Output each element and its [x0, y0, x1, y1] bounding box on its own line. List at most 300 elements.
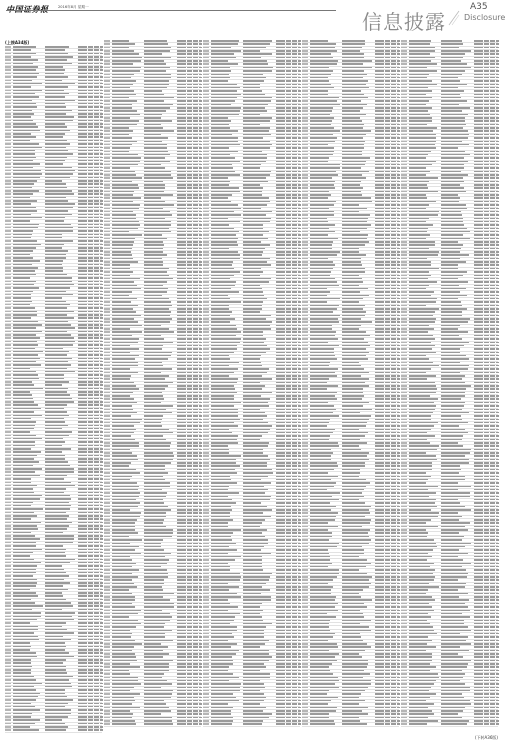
listing-cell	[243, 254, 262, 256]
page-number: A35	[470, 2, 488, 12]
listing-cell	[187, 365, 192, 367]
listing-cell	[112, 409, 133, 411]
listing-cell	[13, 689, 36, 691]
listing-cell	[88, 69, 93, 71]
listing-cell	[292, 127, 297, 129]
listing-cell	[13, 337, 40, 339]
listing-cell	[203, 398, 209, 400]
listing-cell	[243, 469, 272, 471]
listing-cell	[199, 325, 202, 327]
listing-cell	[193, 321, 198, 323]
listing-cell	[276, 104, 285, 106]
listing-cell	[203, 516, 209, 518]
listing-cell	[292, 181, 297, 183]
listing-cell	[13, 458, 34, 460]
listing-cell	[199, 365, 202, 367]
listing-cell	[286, 653, 291, 655]
listing-cell	[144, 429, 169, 431]
listing-cell	[203, 271, 209, 273]
listing-cell	[5, 384, 11, 386]
listing-cell	[104, 556, 110, 558]
listing-cell	[13, 538, 40, 540]
listing-cell	[243, 713, 272, 715]
listing-cell	[177, 221, 186, 223]
listing-cell	[211, 492, 239, 494]
listing-cell	[243, 449, 263, 451]
listing-cell	[193, 375, 198, 377]
listing-cell	[243, 479, 261, 481]
listing-cell	[104, 469, 110, 471]
listing-cell	[211, 318, 235, 320]
listing-cell	[45, 170, 75, 172]
listing-cell	[199, 566, 202, 568]
listing-cell	[78, 421, 87, 423]
listing-cell	[199, 315, 202, 317]
listing-cell	[286, 352, 291, 354]
listing-cell	[193, 107, 198, 109]
listing-cell	[88, 321, 93, 323]
listing-cell	[298, 251, 301, 253]
listing-cell	[177, 57, 186, 59]
listing-cell	[177, 613, 186, 615]
listing-cell	[88, 116, 93, 118]
listing-cell	[193, 559, 198, 561]
listing-cell	[286, 358, 291, 360]
listing-cell	[187, 301, 192, 303]
listing-cell	[211, 546, 229, 548]
listing-cell	[5, 488, 11, 490]
listing-cell	[94, 257, 99, 259]
listing-cell	[88, 582, 93, 584]
listing-cell	[243, 643, 265, 645]
listing-cell	[276, 70, 285, 72]
listing-cell	[292, 405, 297, 407]
listing-cell	[276, 680, 285, 682]
listing-cell	[104, 278, 110, 280]
listing-cell	[45, 337, 74, 339]
listing-cell	[199, 425, 202, 427]
listing-cell	[5, 337, 11, 339]
listing-cell	[243, 174, 270, 176]
listing-cell	[112, 563, 136, 565]
listing-cell	[187, 556, 192, 558]
listing-cell	[104, 673, 110, 675]
listing-cell	[100, 656, 103, 658]
listing-cell	[177, 469, 186, 471]
listing-cell	[211, 395, 234, 397]
listing-cell	[177, 261, 186, 263]
listing-cell	[187, 164, 192, 166]
listing-cell	[78, 257, 87, 259]
listing-cell	[177, 238, 186, 240]
listing-cell	[203, 197, 209, 199]
listing-cell	[187, 569, 192, 571]
listing-cell	[88, 431, 93, 433]
listing-cell	[94, 676, 99, 678]
listing-cell	[292, 409, 297, 411]
listing-cell	[193, 546, 198, 548]
listing-cell	[298, 713, 301, 715]
listing-cell	[310, 63, 337, 65]
listing-cell	[112, 378, 130, 380]
listing-cell	[193, 130, 198, 132]
listing-cell	[144, 100, 164, 102]
listing-cell	[45, 585, 63, 587]
listing-cell	[292, 278, 297, 280]
listing-cell	[112, 553, 141, 555]
listing-cell	[286, 372, 291, 374]
listing-cell	[112, 241, 134, 243]
listing-cell	[112, 717, 132, 719]
listing-cell	[211, 599, 228, 601]
listing-cell	[78, 46, 87, 48]
listing-cell	[292, 114, 297, 116]
listing-cell	[211, 596, 241, 598]
listing-cell	[5, 485, 11, 487]
listing-cell	[13, 465, 33, 467]
listing-cell	[5, 190, 11, 192]
listing-cell	[243, 496, 271, 498]
listing-cell	[187, 419, 192, 421]
listing-cell	[78, 461, 87, 463]
listing-cell	[211, 261, 233, 263]
listing-cell	[177, 556, 186, 558]
listing-cell	[104, 228, 110, 230]
listing-cell	[187, 429, 192, 431]
listing-cell	[100, 532, 103, 534]
listing-cell	[100, 53, 103, 55]
listing-cell	[5, 53, 11, 55]
listing-cell	[45, 532, 63, 534]
listing-cell	[187, 197, 192, 199]
listing-cell	[45, 602, 71, 604]
listing-cell	[144, 643, 161, 645]
listing-cell	[203, 422, 209, 424]
listing-cell	[199, 713, 202, 715]
listing-cell	[203, 372, 209, 374]
listing-cell	[144, 342, 173, 344]
listing-cell	[112, 60, 141, 62]
listing-cell	[187, 489, 192, 491]
listing-cell	[243, 432, 268, 434]
listing-cell	[292, 623, 297, 625]
listing-cell	[78, 582, 87, 584]
listing-cell	[292, 569, 297, 571]
listing-cell	[286, 666, 291, 668]
listing-cell	[144, 553, 171, 555]
listing-cell	[193, 365, 198, 367]
listing-cell	[112, 244, 133, 246]
listing-cell	[78, 337, 87, 339]
listing-cell	[203, 285, 209, 287]
listing-cell	[276, 187, 285, 189]
listing-cell	[286, 338, 291, 340]
listing-cell	[276, 589, 285, 591]
listing-cell	[5, 214, 11, 216]
listing-cell	[13, 391, 30, 393]
listing-cell	[88, 391, 93, 393]
listing-cell	[13, 140, 30, 142]
listing-cell	[144, 338, 164, 340]
listing-cell	[78, 468, 87, 470]
listing-cell	[193, 666, 198, 668]
listing-cell	[292, 110, 297, 112]
listing-cell	[100, 461, 103, 463]
listing-cell	[78, 699, 87, 701]
listing-cell	[203, 161, 209, 163]
listing-cell	[211, 459, 236, 461]
listing-cell	[144, 368, 172, 370]
listing-cell	[211, 144, 240, 146]
listing-cell	[45, 351, 69, 353]
listing-cell	[88, 227, 93, 229]
listing-cell	[13, 234, 32, 236]
listing-cell	[94, 693, 99, 695]
listing-cell	[177, 278, 186, 280]
listing-cell	[112, 211, 133, 213]
listing-cell	[243, 707, 266, 709]
listing-cell	[144, 365, 163, 367]
listing-cell	[112, 445, 139, 447]
listing-cell	[94, 394, 99, 396]
listing-cell	[5, 441, 11, 443]
listing-cell	[187, 435, 192, 437]
listing-cell	[94, 488, 99, 490]
listing-cell	[211, 301, 241, 303]
listing-cell	[104, 700, 110, 702]
listing-cell	[193, 660, 198, 662]
listing-cell	[100, 394, 103, 396]
listing-cell	[177, 516, 186, 518]
listing-cell	[5, 153, 11, 155]
listing-cell	[177, 563, 186, 565]
listing-cell	[243, 646, 260, 648]
listing-cell	[94, 311, 99, 313]
listing-cell	[104, 723, 110, 725]
listing-cell	[112, 382, 134, 384]
listing-cell	[211, 643, 237, 645]
listing-cell	[5, 66, 11, 68]
listing-cell	[211, 241, 237, 243]
listing-cell	[5, 180, 11, 182]
listing-cell	[177, 395, 186, 397]
listing-cell	[112, 214, 136, 216]
listing-cell	[292, 626, 297, 628]
listing-cell	[45, 512, 66, 514]
listing-cell	[276, 141, 285, 143]
listing-cell	[5, 244, 11, 246]
listing-cell	[286, 308, 291, 310]
listing-cell	[203, 201, 209, 203]
listing-cell	[45, 656, 74, 658]
listing-cell	[211, 181, 230, 183]
listing-cell	[5, 716, 11, 718]
listing-cell	[193, 137, 198, 139]
listing-cell	[193, 318, 198, 320]
listing-cell	[100, 374, 103, 376]
listing-cell	[298, 244, 301, 246]
listing-cell	[193, 275, 198, 277]
listing-cell	[243, 640, 269, 642]
listing-cell	[45, 518, 67, 520]
listing-cell	[104, 234, 110, 236]
listing-cell	[94, 605, 99, 607]
listing-cell	[193, 315, 198, 317]
listing-cell	[94, 100, 99, 102]
listing-cell	[243, 84, 260, 86]
listing-cell	[13, 518, 31, 520]
listing-cell	[276, 177, 285, 179]
listing-cell	[211, 479, 231, 481]
listing-cell	[112, 221, 139, 223]
listing-cell	[45, 334, 71, 336]
listing-cell	[100, 626, 103, 628]
listing-cell	[243, 579, 269, 581]
listing-cell	[203, 626, 209, 628]
listing-cell	[292, 576, 297, 578]
listing-cell	[199, 462, 202, 464]
listing-cell	[193, 422, 198, 424]
listing-cell	[13, 341, 37, 343]
listing-cell	[5, 160, 11, 162]
listing-cell	[94, 93, 99, 95]
listing-cell	[94, 281, 99, 283]
listing-cell	[100, 378, 103, 380]
listing-cell	[199, 358, 202, 360]
listing-cell	[104, 650, 110, 652]
listing-cell	[203, 539, 209, 541]
listing-cell	[94, 404, 99, 406]
listing-cell	[193, 261, 198, 263]
listing-cell	[243, 63, 268, 65]
listing-cell	[342, 40, 365, 42]
listing-cell	[112, 338, 139, 340]
listing-cell	[286, 569, 291, 571]
listing-cell	[276, 693, 285, 695]
listing-cell	[199, 449, 202, 451]
listing-cell	[298, 646, 301, 648]
listing-cell	[45, 639, 71, 641]
listing-cell	[94, 461, 99, 463]
listing-cell	[193, 646, 198, 648]
listing-cell	[286, 325, 291, 327]
listing-cell	[100, 381, 103, 383]
listing-cell	[286, 315, 291, 317]
listing-cell	[203, 278, 209, 280]
listing-cell	[144, 151, 168, 153]
listing-cell	[112, 697, 134, 699]
listing-cell	[13, 468, 42, 470]
listing-cell	[112, 281, 134, 283]
listing-cell	[94, 358, 99, 360]
listing-cell	[292, 348, 297, 350]
listing-cell	[104, 174, 110, 176]
listing-cell	[292, 352, 297, 354]
listing-cell	[144, 683, 172, 685]
listing-cell	[112, 419, 142, 421]
listing-cell	[78, 555, 87, 557]
listing-cell	[94, 636, 99, 638]
listing-cell	[45, 106, 66, 108]
listing-cell	[203, 177, 209, 179]
listing-cell	[193, 382, 198, 384]
listing-cell	[286, 63, 291, 65]
listing-cell	[292, 164, 297, 166]
listing-cell	[144, 127, 163, 129]
listing-cell	[243, 700, 264, 702]
listing-cell	[13, 46, 36, 48]
listing-cell	[78, 575, 87, 577]
listing-cell	[45, 277, 72, 279]
listing-cell	[193, 352, 198, 354]
listing-cell	[243, 331, 263, 333]
listing-cell	[211, 566, 230, 568]
listing-cell	[88, 136, 93, 138]
listing-cell	[199, 57, 202, 59]
listing-cell	[94, 73, 99, 75]
listing-cell	[13, 622, 30, 624]
listing-cell	[177, 650, 186, 652]
listing-cell	[78, 297, 87, 299]
listing-cell	[243, 589, 270, 591]
listing-cell	[193, 566, 198, 568]
listing-cell	[211, 502, 236, 504]
listing-cell	[112, 201, 133, 203]
listing-cell	[193, 164, 198, 166]
listing-cell	[94, 230, 99, 232]
listing-cell	[100, 616, 103, 618]
listing-cell	[298, 264, 301, 266]
listing-cell	[276, 288, 285, 290]
listing-cell	[144, 713, 161, 715]
listing-cell	[286, 656, 291, 658]
listing-cell	[94, 448, 99, 450]
listing-cell	[187, 713, 192, 715]
listing-cell	[45, 394, 70, 396]
listing-cell	[5, 277, 11, 279]
listing-cell	[94, 96, 99, 98]
listing-cell	[104, 405, 110, 407]
listing-cell	[177, 94, 186, 96]
listing-cell	[286, 238, 291, 240]
listing-cell	[5, 411, 11, 413]
listing-cell	[45, 659, 66, 661]
listing-cell	[177, 700, 186, 702]
listing-cell	[104, 275, 110, 277]
listing-cell	[203, 331, 209, 333]
listing-cell	[88, 599, 93, 601]
listing-cell	[276, 94, 285, 96]
listing-cell	[112, 506, 138, 508]
listing-cell	[104, 130, 110, 132]
listing-cell	[144, 308, 169, 310]
listing-cell	[243, 87, 260, 89]
listing-cell	[112, 325, 142, 327]
listing-cell	[199, 636, 202, 638]
listing-cell	[100, 629, 103, 631]
listing-cell	[276, 516, 285, 518]
listing-cell	[104, 459, 110, 461]
listing-cell	[177, 40, 186, 42]
listing-cell	[286, 700, 291, 702]
listing-cell	[94, 297, 99, 299]
listing-cell	[78, 100, 87, 102]
listing-cell	[276, 308, 285, 310]
listing-cell	[177, 345, 186, 347]
listing-cell	[298, 452, 301, 454]
listing-cell	[112, 613, 138, 615]
listing-cell	[45, 304, 70, 306]
